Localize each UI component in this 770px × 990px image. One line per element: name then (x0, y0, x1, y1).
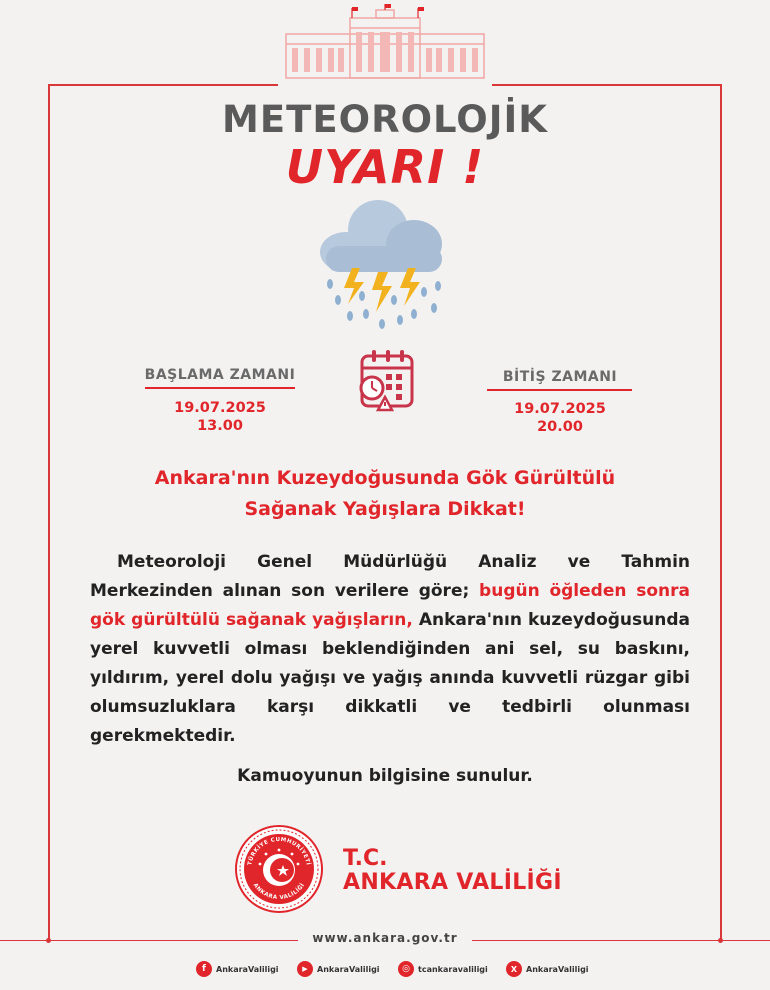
title-uyari: UYARI ! (285, 140, 485, 194)
instagram-icon: ◎ (398, 961, 414, 977)
title-meteorolojik: METEOROLOJİK (222, 98, 548, 141)
end-time: 20.00 (537, 419, 583, 435)
start-time-label: BAŞLAMA ZAMANI (144, 367, 296, 383)
social-handle: AnkaraValiligi (216, 964, 279, 974)
social-instagram[interactable] (398, 960, 488, 978)
frame-right (720, 84, 722, 940)
start-label-underline (145, 387, 295, 389)
body-part-1: Meteoroloji Genel Müdürlüğü Analiz ve Tahmin Merkezinden alınan son verilere göre; (90, 552, 690, 601)
social-facebook[interactable] (196, 960, 279, 978)
seal-text-top: TÜRKİYE CUMHURİYETİ (247, 836, 311, 866)
end-date: 19.07.2025 (514, 401, 606, 417)
social-x[interactable] (506, 960, 589, 978)
ankara-valiligi-seal (234, 824, 324, 914)
start-time: 13.00 (197, 418, 243, 434)
end-time-label: BİTİŞ ZAMANI (502, 369, 618, 385)
start-date: 19.07.2025 (174, 400, 266, 416)
alert-headline (60, 463, 710, 525)
frame-top-right (492, 84, 722, 86)
body-highlight: bugün öğleden sonra gök gürültülü sağanak yağışların, (90, 581, 690, 630)
youtube-icon: ▶ (297, 961, 313, 977)
body-part-2: Ankara'nın kuzeydoğusunda yerel kuvvetli olması beklendiğinden ani sel, su baskını, yıldırım, yerel dolu yağışı ve yağış anında kuvvetli rüzgar gibi olumsuzluklara karşı dikkatli ve tedbirli olunması gerekmektedir. (90, 610, 690, 746)
end-label-underline (487, 389, 632, 391)
facebook-icon: f (196, 961, 212, 977)
org-tc: T.C. (343, 846, 388, 871)
government-building-icon (280, 4, 490, 80)
org-name: ANKARA VALİLİĞİ (343, 870, 562, 895)
storm-cloud-icon (316, 196, 451, 336)
frame-left (48, 84, 50, 940)
headline-line-2: Sağanak Yağışlara Dikkat! (244, 498, 526, 520)
alert-body (90, 548, 690, 751)
headline-line-1: Ankara'nın Kuzeydoğusunda Gök Gürültülü (154, 467, 616, 489)
social-handle: tcankaravaliligi (418, 964, 488, 974)
frame-top-left (48, 84, 278, 86)
closing-text: Kamuoyunun bilgisine sunulur. (237, 766, 533, 786)
x-icon: X (506, 961, 522, 977)
social-youtube[interactable] (297, 960, 380, 978)
social-handle: AnkaraValiligi (526, 964, 589, 974)
social-handle: AnkaraValiligi (317, 964, 380, 974)
seal-text-bottom: ANKARA VALİLİĞİ (251, 882, 307, 902)
website-link[interactable]: www.ankara.gov.tr (312, 931, 458, 945)
calendar-clock-icon (354, 348, 418, 412)
